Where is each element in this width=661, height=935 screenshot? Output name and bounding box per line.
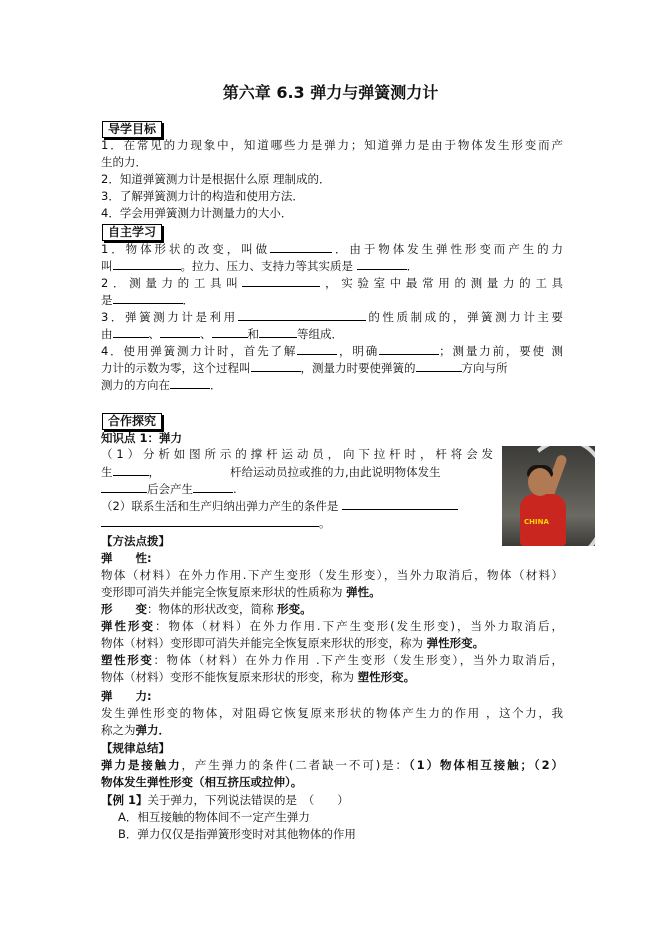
example-1-question: 【例 1】关于弹力，下列说法错误的是 （ ） <box>101 793 349 807</box>
goal-line-1: 1．在常见的力现象中，知道哪些力是弹力；知道弹力是由于物体发生形变而产 <box>101 138 563 152</box>
blank[interactable] <box>170 377 210 389</box>
deform-line: 形 变：物体的形状改变，简称 形变。 <box>101 602 312 616</box>
elastic-heading: 弹 性: <box>101 551 152 565</box>
plastic-deform-line-2: 物体（材料）变形不能恢复原来形状的形变，称为 塑性形变。 <box>101 670 416 684</box>
force-line-1: 发生弹性形变的物体，对阻碍它恢复原来形状的物体产生力的作用 ，这个力，我 <box>101 706 563 720</box>
self-q3-line-1: 3．弹簧测力计是利用 的性质制成的，弹簧测力计主要 <box>101 310 563 324</box>
blank[interactable] <box>113 464 149 476</box>
self-q2-line-2: 是 ． <box>101 293 194 307</box>
blank[interactable] <box>113 292 183 304</box>
self-q4-line-1: 4．使用弹簧测力计时，首先了解 ，明确 ；测量力前，要使 测 <box>101 344 563 358</box>
goal-line-4: 3．了解弹簧测力计的构造和使用方法． <box>101 189 304 203</box>
goal-line-5: 4．学会用弹簧测力计测量力的大小． <box>101 206 293 220</box>
rule-line-1: 弹力是接触力，产生弹力的条件(二者缺一不可)是：（1）物体相互接触；（2） <box>101 758 563 772</box>
blank[interactable] <box>101 515 319 527</box>
page-title: 第六章 6.3 弹力与弹簧测力计 <box>222 83 439 102</box>
blank[interactable] <box>242 275 320 287</box>
goal-line-2: 生的力． <box>101 155 147 169</box>
section-tag-goals: 导学目标 <box>102 121 162 138</box>
rule-heading: 【规律总结】 <box>101 741 170 755</box>
blank[interactable] <box>270 241 332 253</box>
jersey-text: CHINA <box>524 518 549 526</box>
blank[interactable] <box>342 498 458 510</box>
coop-p1-line-2: 生 ， 杆给运动员拉或推的力,由此说明物体发生 <box>101 465 441 479</box>
self-q1-line-2: 叫 。拉力、压力、支持力等其实质是 ． <box>101 259 419 273</box>
blank[interactable] <box>357 258 407 270</box>
blank[interactable] <box>416 360 462 372</box>
pole-vaulter-photo <box>502 446 595 546</box>
self-q2-line-1: 2．测量力的工具叫 ，实验室中最常用的测量力的工具 <box>101 276 563 290</box>
elastic-deform-line-2: 物体（材料）变形即可消失并能完全恢复原来形状的形变，称为 弹性形变。 <box>101 636 485 650</box>
self-q1-line-1: 1．物体形状的改变，叫做 ．由于物体发生弹性形变而产生的力 <box>101 242 564 256</box>
option-b[interactable]: B．弹力仅仅是指弹簧形变时对其他物体的作用 <box>118 827 356 841</box>
section-tag-cooperative: 合作探究 <box>102 413 162 430</box>
blank[interactable] <box>238 309 366 321</box>
plastic-deform-line-1: 塑性形变：物体（材料）在外力作用 .下产生变形（发生形变），当外力取消后， <box>101 653 563 667</box>
coop-p2-line-1: （2）联系生活和生产归纳出弹力产生的条件是 <box>101 498 458 514</box>
coop-p1-line-1: （1）分析如图所示的撑杆运动员，向下拉杆时，杆将会发 <box>101 447 493 461</box>
blank[interactable] <box>251 360 301 372</box>
coop-p2-line-2: 。 <box>101 515 331 531</box>
self-q4-line-2: 力计的示数为零，这个过程叫 ，测量力时要使弹簧的 方向与所 <box>101 361 508 375</box>
section-tag-self-study: 自主学习 <box>102 224 162 241</box>
knowledge-point-1: 知识点 1：弹力 <box>101 431 183 445</box>
blank[interactable] <box>212 326 248 338</box>
force-heading: 弹 力: <box>101 689 152 703</box>
option-a[interactable]: A．相互接触的物体间不一定产生弹力 <box>118 810 310 824</box>
blank[interactable] <box>113 326 149 338</box>
coop-p1-line-3: 后会产生 . <box>101 481 237 497</box>
blank[interactable] <box>379 343 439 355</box>
blank[interactable] <box>193 481 233 493</box>
blank[interactable] <box>297 343 337 355</box>
self-q3-line-2: 由 、 、 和 等组成． <box>101 327 343 341</box>
elastic-line-2: 变形即可消失并能完全恢复原来形状的性质称为 弹性。 <box>101 585 381 599</box>
method-heading: 【方法点拨】 <box>101 534 170 548</box>
athlete-head <box>528 468 552 496</box>
self-q4-line-3: 测力的方向在 ． <box>101 378 222 392</box>
elastic-deform-line-1: 弹性形变：物体（材料）在外力作用.下产生变形(发生形变)，当外力取消后， <box>101 619 563 633</box>
blank[interactable] <box>101 481 147 493</box>
blank[interactable] <box>259 326 297 338</box>
elastic-line-1: 物体（材料）在外力作用.下产生变形（发生形变），当外力取消后，物体（材料） <box>101 568 563 582</box>
blank[interactable] <box>113 258 181 270</box>
rule-line-2: 物体发生弹性形变（相互挤压或拉伸）。 <box>101 775 303 789</box>
goal-line-3: 2．知道弹簧测力计是根据什么原 理制成的． <box>101 172 331 186</box>
blank[interactable] <box>160 326 200 338</box>
force-line-2: 称之为弹力． <box>101 723 170 737</box>
